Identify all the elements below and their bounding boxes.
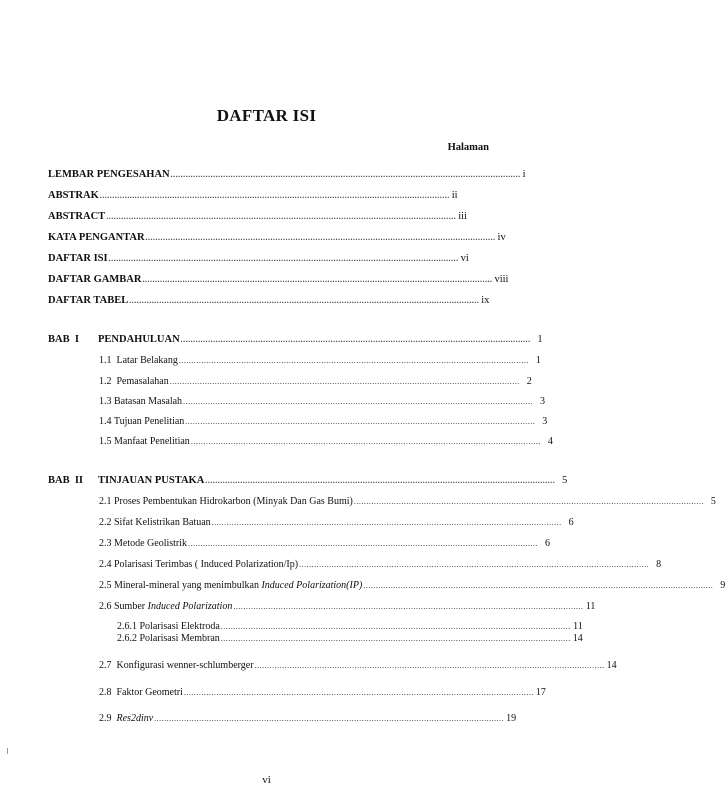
leader-dots: ............................................................................................................................................ <box>108 254 459 263</box>
leader-dots: ............................................................................................................................................ <box>205 476 556 485</box>
leader-dots: ............................................................................................................................................ <box>180 335 531 344</box>
leader-dots: ............................................................................................................................................ <box>353 497 704 506</box>
toc-entry-page: ix <box>481 295 490 306</box>
toc-entry-label: DAFTAR GAMBAR <box>48 274 142 285</box>
toc-entry <box>99 579 725 593</box>
toc-entry <box>48 210 467 224</box>
toc-entry-page: 1 <box>535 355 541 366</box>
toc-entry <box>99 659 617 673</box>
toc-entry-page: 8 <box>656 559 662 570</box>
toc-entry <box>48 189 458 203</box>
leader-dots: ............................................................................................................................................ <box>178 356 529 365</box>
toc-entry-page: viii <box>494 274 509 285</box>
toc-entry-label: KATA PENGANTAR <box>48 232 145 243</box>
toc-entry-page: 6 <box>568 517 574 528</box>
toc-entry-page: ii <box>451 190 458 201</box>
toc-entry <box>99 395 546 409</box>
toc-entry-label: 1.2 Pemasalahan <box>99 376 169 387</box>
toc-entry <box>48 294 490 308</box>
toc-entry <box>99 686 546 700</box>
toc-entry-label: 2.9 Res2dinv <box>99 713 154 724</box>
leader-dots: ............................................................................................................................................ <box>145 233 496 242</box>
toc-entry <box>48 273 509 287</box>
toc-entry <box>48 168 526 182</box>
leader-dots: ............................................................................................................................................ <box>142 275 493 284</box>
chapter-number: BAB II <box>48 475 84 486</box>
chapter-title: PENDAHULUAN <box>98 334 180 345</box>
toc-entry <box>99 516 574 530</box>
page-column-header: Halaman <box>447 142 489 153</box>
leader-dots: ............................................................................................................................................ <box>233 602 584 611</box>
toc-entry-page: i <box>522 169 526 180</box>
leader-dots: ............................................................................................................................................ <box>99 191 450 200</box>
toc-entry-page: 4 <box>547 436 553 447</box>
toc-entry-label: 2.5 Mineral-mineral yang menimbulkan Induced Polarization(IP) <box>99 580 363 591</box>
toc-entry-page: 11 <box>573 621 583 632</box>
toc-entry-label: 2.8 Faktor Geometri <box>99 687 183 698</box>
page-number: vi <box>262 774 271 786</box>
leader-dots: ............................................................................................................................................ <box>169 377 520 386</box>
toc-entry-label: DAFTAR TABEL <box>48 295 129 306</box>
toc-entry <box>99 712 517 726</box>
toc-entry-label: DAFTAR ISI <box>48 253 108 264</box>
toc-entry-label: 2.2 Sifat Kelistrikan Batuan <box>99 517 211 528</box>
toc-entry <box>99 537 551 551</box>
toc-entry <box>99 600 596 614</box>
leader-dots: ............................................................................................................................................ <box>154 714 505 723</box>
toc-entry-page: 5 <box>710 496 716 507</box>
leader-dots: ............................................................................................................................................ <box>106 212 457 221</box>
leader-dots: ............................................................................................................................................ <box>211 518 562 527</box>
leader-dots: ............................................................................................................................................ <box>183 688 534 697</box>
toc-entry-label: 2.6.1 Polarisasi Elektroda <box>117 621 220 632</box>
toc-entry-label: 1.3 Batasan Masalah <box>99 396 183 407</box>
toc-entry-label: 2.6.2 Polarisasi Membran <box>117 633 220 644</box>
toc-entry <box>48 231 506 245</box>
toc-entry-page: 1 <box>537 334 543 345</box>
leader-dots: ............................................................................................................................................ <box>220 634 571 643</box>
toc-entry-label: 1.1 Latar Belakang <box>99 355 178 366</box>
leader-dots: ............................................................................................................................................ <box>254 661 605 670</box>
leader-dots: ............................................................................................................................................ <box>183 397 534 406</box>
page-title: DAFTAR ISI <box>216 106 317 125</box>
toc-entry-page: 17 <box>535 687 546 698</box>
toc-entry <box>99 558 662 572</box>
toc-entry-page: 11 <box>585 601 596 612</box>
leader-dots: ............................................................................................................................................ <box>220 622 571 631</box>
scan-mark <box>7 748 8 754</box>
toc-entry-label: ABSTRACT <box>48 211 106 222</box>
toc-entry <box>99 354 541 368</box>
toc-entry-label: 2.7 Konfigurasi wenner-schlumberger <box>99 660 254 671</box>
toc-entry-page: 19 <box>506 713 517 724</box>
leader-dots: ............................................................................................................................................ <box>185 417 536 426</box>
toc-entry-page: 14 <box>606 660 617 671</box>
leader-dots: ............................................................................................................................................ <box>170 170 521 179</box>
chapter-number: BAB I <box>48 334 79 345</box>
leader-dots: ............................................................................................................................................ <box>363 581 714 590</box>
toc-entry-label: 2.4 Polarisasi Terimbas ( Induced Polarization/Ip) <box>99 559 299 570</box>
toc-entry-page: 9 <box>720 580 725 591</box>
leader-dots: ............................................................................................................................................ <box>129 296 480 305</box>
toc-entry-label: 2.3 Metode Geolistrik <box>99 538 188 549</box>
toc-entry-label: 2.6 Sumber Induced Polarization <box>99 601 233 612</box>
toc-entry-page: 3 <box>540 396 546 407</box>
toc-entry <box>117 632 583 646</box>
toc-entry-page: 6 <box>545 538 551 549</box>
leader-dots: ............................................................................................................................................ <box>190 437 541 446</box>
leader-dots: ............................................................................................................................................ <box>188 539 539 548</box>
toc-entry-label: 1.4 Tujuan Penelitian <box>99 416 185 427</box>
toc-entry <box>99 435 553 449</box>
toc-entry-label: ABSTRAK <box>48 190 99 201</box>
chapter-title: TINJAUAN PUSTAKA <box>98 475 205 486</box>
toc-chapter <box>48 333 543 347</box>
toc-entry-page: 3 <box>542 416 548 427</box>
toc-entry <box>99 495 716 509</box>
leader-dots: ............................................................................................................................................ <box>299 560 650 569</box>
toc-entry <box>99 415 548 429</box>
toc-entry-page: 5 <box>562 475 568 486</box>
toc-entry-page: vi <box>460 253 469 264</box>
toc-entry-page: 2 <box>526 376 532 387</box>
toc-entry <box>48 252 469 266</box>
toc-entry-page: 14 <box>572 633 583 644</box>
toc-entry-page: iv <box>497 232 506 243</box>
toc-entry-label: 2.1 Proses Pembentukan Hidrokarbon (Minyak Dan Gas Bumi) <box>99 496 353 507</box>
toc-entry <box>99 375 532 389</box>
toc-chapter <box>48 474 568 488</box>
toc-entry-page: iii <box>458 211 467 222</box>
toc-entry-label: 1.5 Manfaat Penelitian <box>99 436 190 447</box>
toc-entry-label: LEMBAR PENGESAHAN <box>48 169 170 180</box>
